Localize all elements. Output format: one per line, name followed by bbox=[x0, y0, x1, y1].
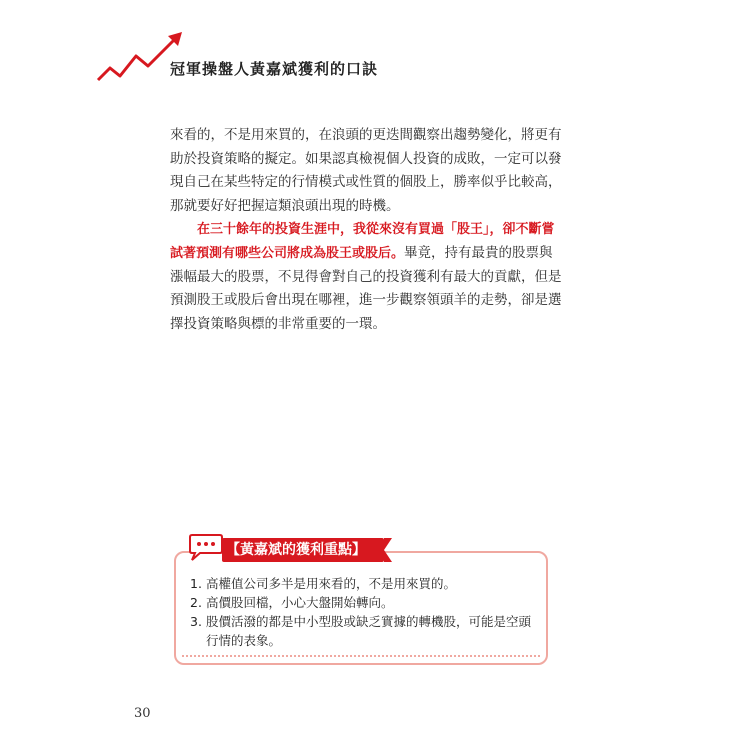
list-item: 2. 高價股回檔，小心大盤開始轉向。 bbox=[190, 595, 394, 610]
running-header-title: 冠軍操盤人黃嘉斌獲利的口訣 bbox=[170, 60, 379, 78]
tips-header-tail bbox=[384, 538, 392, 562]
paragraph-1: 來看的，不是用來買的，在浪頭的更迭間觀察出趨勢變化，將更有助於投資策略的擬定。如果認真檢視個人投資的成敗，一定可以發現自己在某些特定的行情模式或性質的個股上，勝率似乎比較高，那就要好好把握這類浪頭出現的時機。 bbox=[170, 127, 562, 214]
page-number: 30 bbox=[134, 706, 151, 721]
list-item: 3. 股價活潑的都是中小型股或缺乏實據的轉機股，可能是空頭行情的表象。 bbox=[190, 614, 532, 648]
speech-bubble-icon bbox=[186, 533, 226, 563]
paragraph-2 bbox=[170, 218, 565, 336]
list-item: 1. 高權值公司多半是用來看的，不是用來買的。 bbox=[190, 576, 457, 591]
tips-list bbox=[190, 574, 540, 650]
paragraph-2-rest: 畢竟，持有最貴的股票與漲幅最大的股票，不見得會對自己的投資獲利有最大的貢獻，但是預測股王或股后會出現在哪裡，進一步觀察領頭羊的走勢，卻是選擇投資策略與標的非常重要的一環。 bbox=[170, 244, 562, 332]
tips-header: 【黃嘉斌的獲利重點】 bbox=[222, 538, 384, 562]
highlighted-sentence: 在三十餘年的投資生涯中，我從來沒有買過「股王」，卻不斷嘗試著預測有哪些公司將成為股王或股后。 bbox=[170, 222, 555, 261]
dotted-divider bbox=[182, 655, 540, 657]
body-text bbox=[170, 124, 565, 336]
